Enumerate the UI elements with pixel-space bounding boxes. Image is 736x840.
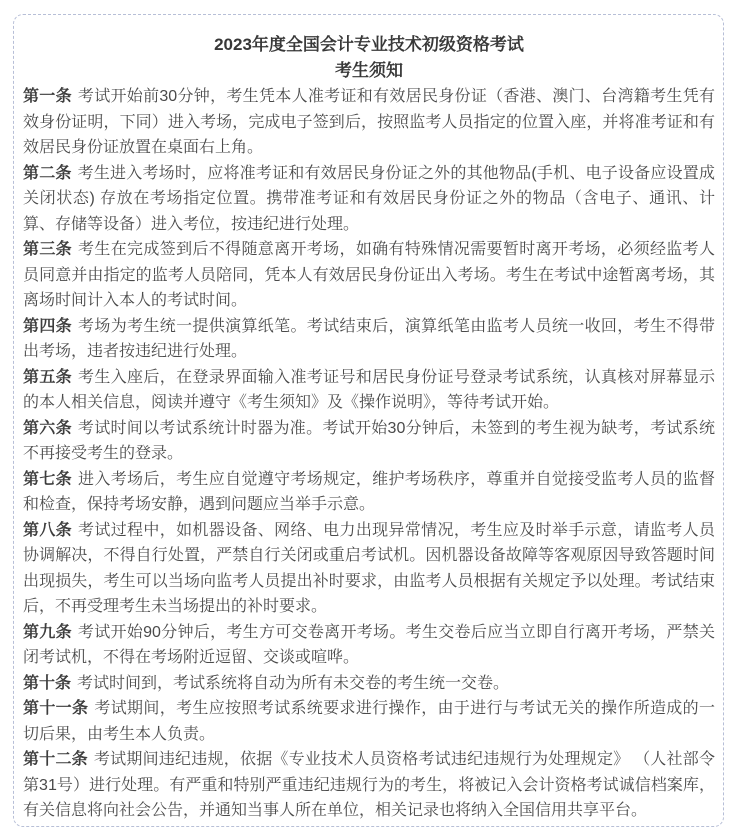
article-number: 第二条 [23, 164, 72, 182]
notice-article-6 [23, 416, 715, 467]
article-number: 第四条 [23, 317, 73, 335]
article-text: 考试时间以考试系统计时器为准。考试开始30分钟后，未签到的考生视为缺考，考试系统不再接受考生的登录。 [23, 419, 715, 462]
article-text: 进入考场后，考生应自觉遵守考场规定，维护考场秩序，尊重并自觉接受监考人员的监督和检查，保持考场安静，遇到问题应当举手示意。 [23, 470, 715, 513]
notice-article-3 [23, 237, 715, 314]
article-number: 第十二条 [23, 751, 88, 768]
article-text: 考场为考生统一提供演算纸笔。考试结束后，演算纸笔由监考人员统一收回，考生不得带出考场，违者按违纪进行处理。 [23, 317, 715, 360]
article-number: 第三条 [23, 241, 73, 258]
article-number: 第五条 [23, 368, 73, 386]
notice-article-7 [23, 467, 715, 518]
notice-article-9 [23, 620, 715, 671]
article-text: 考试时间到，考试系统将自动为所有未交卷的考生统一交卷。 [77, 674, 510, 692]
notice-article-8 [23, 518, 715, 620]
notice-title: 2023年度全国会计专业技术初级资格考试 [214, 35, 524, 54]
article-text: 考试开始90分钟后，考生方可交卷离开考场。考生交卷后应当立即自行离开考场，严禁关闭考试机，不得在考场附近逗留、交谈或喧哗。 [23, 623, 715, 666]
notice-article-1 [23, 84, 715, 161]
notice-article-4 [23, 314, 715, 365]
exam-notice-sheet [13, 14, 724, 827]
article-text: 考试开始前30分钟，考生凭本人准考证和有效居民身份证（香港、澳门、台湾籍考生凭有效身份证明，下同）进入考场，完成电子签到后，按照监考人员指定的位置入座，并将准考证和有效居民身份证放置在桌面右上角。 [23, 88, 715, 156]
notice-article-12 [23, 747, 715, 824]
notice-subtitle: 考生须知 [335, 61, 403, 80]
article-number: 第九条 [23, 623, 72, 641]
article-text: 考生入座后，在登录界面输入准考证号和居民身份证号登录考试系统，认真核对屏幕显示的本人相关信息，阅读并遵守《考生须知》及《操作说明》，等待考试开始。 [23, 368, 715, 411]
article-number: 第十一条 [23, 700, 89, 717]
notice-article-11 [23, 696, 715, 747]
notice-article-5 [23, 365, 715, 416]
article-number: 第十条 [23, 674, 72, 692]
notice-article-10 [23, 671, 715, 697]
article-text: 考试过程中，如机器设备、网络、电力出现异常情况，考生应及时举手示意，请监考人员协调解决，不得自行处置，严禁自行关闭或重启考试机。因机器设备故障等客观原因导致答题时间出现损失，考生可以当场向监考人员提出补时要求，由监考人员根据有关规定予以处理。考试结束后，不再受理考生未当场提出的补时要求。 [23, 521, 715, 615]
article-text: 考生进入考场时，应将准考证和有效居民身份证之外的其他物品(手机、电子设备应设置成关闭状态) 存放在考场指定位置。携带准考证和有效居民身份证之外的物品（含电子、通讯、计算、存储等设备）进入考位，按违纪进行处理。 [23, 164, 715, 233]
article-text: 考生在完成签到后不得随意离开考场，如确有特殊情况需要暂时离开考场，必须经监考人员同意并由指定的监考人员陪同，凭本人有效居民身份证出入考场。考生在考试中途暂离考场，其离场时间计入本人的考试时间。 [23, 241, 715, 309]
article-number: 第八条 [23, 521, 73, 539]
article-number: 第六条 [23, 419, 72, 437]
article-number: 第一条 [23, 88, 72, 105]
article-text: 考试期间违纪违规，依据《专业技术人员资格考试违纪违规行为处理规定》 （人社部令第31号）进行处理。有严重和特别严重违纪违规行为的考生，将被记入会计资格考试诚信档案库，有关信息将向社会公告，并通知当事人所在单位，相关记录也将纳入全国信用共享平台。 [23, 751, 715, 819]
notice-article-2 [23, 161, 715, 238]
article-number: 第七条 [23, 470, 73, 488]
article-text: 考试期间，考生应按照考试系统要求进行操作，由于进行与考试无关的操作所造成的一切后果，由考生本人负责。 [23, 700, 715, 743]
